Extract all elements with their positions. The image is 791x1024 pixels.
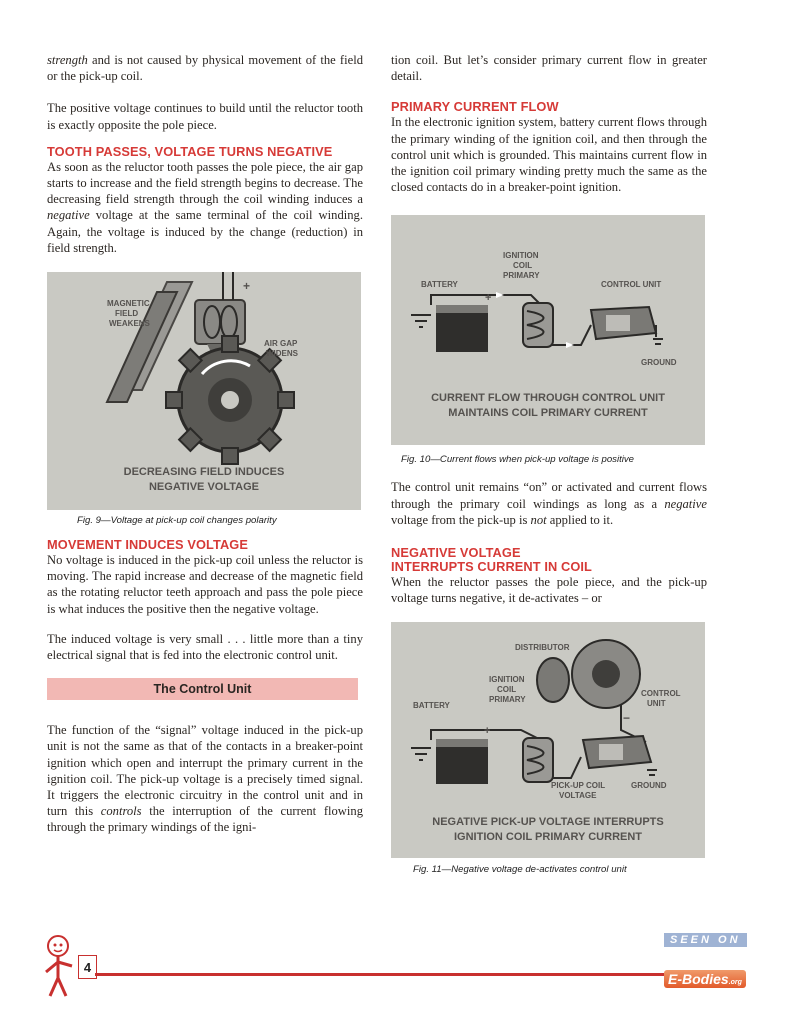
- figure-11-inner-caption-2: IGNITION COIL PRIMARY CURRENT: [453, 831, 643, 844]
- label-control-2: UNIT: [647, 699, 666, 709]
- paragraph: [47, 52, 363, 84]
- figure-10: [391, 215, 705, 445]
- watermark-ebodies-text: E-Bodies: [668, 971, 729, 987]
- figure-9-caption: Fig. 9—Voltage at pick-up coil changes polarity: [77, 515, 277, 527]
- paragraph-text: The control unit remains “on” or activated and current flows through the primary coil windings as long as a: [391, 480, 707, 511]
- figure-11-illustration: [391, 622, 705, 858]
- label-pickup-2: VOLTAGE: [559, 791, 597, 801]
- figure-10-caption: Fig. 10—Current flows when pick-up voltage is positive: [401, 454, 635, 466]
- right-column: [391, 52, 707, 876]
- label-minus: −: [623, 711, 631, 726]
- section-heading-negative-2: INTERRUPTS CURRENT IN COIL: [391, 559, 592, 575]
- emphasis: controls: [100, 804, 142, 819]
- label-field-2: FIELD: [115, 309, 139, 319]
- paragraph-text: the interruption of the current flowing through the primary windings of the igni-: [47, 804, 363, 835]
- paragraph-text: voltage at the same terminal of the coil winding. Again, the voltage is induced by the change (reduction) in field strength.: [47, 208, 363, 255]
- figure-9-inner-caption-2: NEGATIVE VOLTAGE: [148, 481, 260, 494]
- paragraph-text: voltage from the pick-up is: [391, 512, 531, 527]
- label-pickup-1: PICK-UP COIL: [551, 781, 606, 791]
- mascot-icon: [40, 932, 80, 1002]
- figure-9-inner-caption-1: DECREASING FIELD INDUCES: [123, 466, 285, 479]
- label-control-1: CONTROL: [641, 689, 681, 699]
- paragraph: The positive voltage continues to build until the reluctor tooth is exactly opposite the pole piece.: [47, 101, 363, 132]
- left-column: [47, 52, 363, 836]
- paragraph: No voltage is induced in the pick-up coil unless the reluctor is moving. The rapid increase and decrease of the magnetic field as the rotating reluctor teeth approach and pass the pole piece is what induces the positive then the negative voltage.: [47, 553, 363, 616]
- paragraph: In the electronic ignition system, battery current flows through the primary winding of the ignition coil, and then through the control unit which is grounded. This maintains current flow in the ignition coil primary winding pretty much the same as the closed contacts do in a breaker-point ignition.: [391, 115, 707, 195]
- label-coil-3: PRIMARY: [503, 271, 540, 281]
- label-coil-1: IGNITION: [503, 251, 539, 261]
- figure-10-inner-caption-2: MAINTAINS COIL PRIMARY CURRENT: [448, 407, 648, 420]
- figure-11-caption: Fig. 11—Negative voltage de-activates control unit: [413, 864, 627, 876]
- label-distributor: DISTRIBUTOR: [515, 643, 570, 653]
- label-plus: +: [243, 279, 251, 294]
- label-ground: GROUND: [641, 358, 677, 368]
- section-heading-movement: MOVEMENT INDUCES VOLTAGE: [47, 537, 248, 553]
- label-coil-1: IGNITION: [489, 675, 525, 685]
- figure-9-illustration: [47, 272, 361, 510]
- paragraph-text: As soon as the reluctor tooth passes the pole piece, the air gap starts to increase and the field strength begins to decrease. The decreasing field strength through the coil winding induces a: [47, 159, 363, 207]
- section-heading-negative-1: NEGATIVE VOLTAGE: [391, 545, 521, 561]
- page-number: 4: [78, 955, 97, 979]
- label-battery: BATTERY: [413, 701, 450, 711]
- figure-9: [47, 272, 361, 510]
- paragraph: [47, 722, 363, 835]
- paragraph: tion coil. But let’s consider primary current flow in greater detail.: [391, 53, 707, 84]
- label-plus: +: [485, 292, 492, 305]
- label-gap-1: AIR GAP: [264, 339, 298, 349]
- watermark-ebodies: [664, 970, 746, 988]
- paragraph: When the reluctor passes the pole piece, and the pick-up voltage turns negative, it de-activates – or: [391, 575, 707, 606]
- label-gap-2: WIDENS: [266, 349, 298, 359]
- emphasis: negative: [47, 208, 90, 223]
- footer-rule: [95, 973, 695, 976]
- label-coil-3: PRIMARY: [489, 695, 526, 705]
- paragraph: [47, 159, 363, 256]
- label-control-unit: CONTROL UNIT: [601, 280, 662, 290]
- section-heading-tooth-passes: TOOTH PASSES, VOLTAGE TURNS NEGATIVE: [47, 143, 333, 159]
- emphasis: strength: [47, 53, 88, 67]
- label-coil-2: COIL: [513, 261, 533, 271]
- label-field-3: WEAKENS: [109, 319, 150, 329]
- section-heading-primary-current: PRIMARY CURRENT FLOW: [391, 99, 559, 115]
- emphasis: not: [530, 512, 547, 527]
- paragraph-text: applied to it.: [546, 512, 614, 527]
- paragraph-text: and is not caused by physical movement of the field or the pick-up coil.: [47, 53, 363, 84]
- label-ground: GROUND: [631, 781, 667, 791]
- label-plus: +: [484, 725, 491, 738]
- figure-11: [391, 622, 705, 858]
- label-battery: BATTERY: [421, 280, 458, 290]
- emphasis: negative: [664, 496, 707, 511]
- watermark-org: .org: [728, 979, 742, 986]
- figure-10-illustration: [391, 215, 705, 445]
- paragraph-text: The function of the “signal” voltage induced in the pick-up unit is not the same as that of the contacts in a breaker-point ignition which open and interrupt the primary current in the ignition coil. The pick-up voltage is a precisely timed signal. It triggers the electronic circuitry in the control unit and in turn this: [47, 723, 363, 819]
- section-bar-title: The Control Unit: [153, 682, 252, 697]
- paragraph: The induced voltage is very small . . . little more than a tiny electrical signal that is fed into the electronic control unit.: [47, 631, 363, 663]
- label-field-1: MAGNETIC: [107, 299, 150, 309]
- paragraph: [391, 479, 707, 528]
- figure-11-inner-caption-1: NEGATIVE PICK-UP VOLTAGE INTERRUPTS: [432, 816, 664, 829]
- section-bar-control-unit: [47, 678, 358, 700]
- label-coil-2: COIL: [497, 685, 517, 695]
- watermark-seen-on: SEEN ON: [664, 933, 747, 947]
- watermark-logo: [664, 930, 764, 992]
- figure-10-inner-caption-1: CURRENT FLOW THROUGH CONTROL UNIT: [431, 392, 665, 405]
